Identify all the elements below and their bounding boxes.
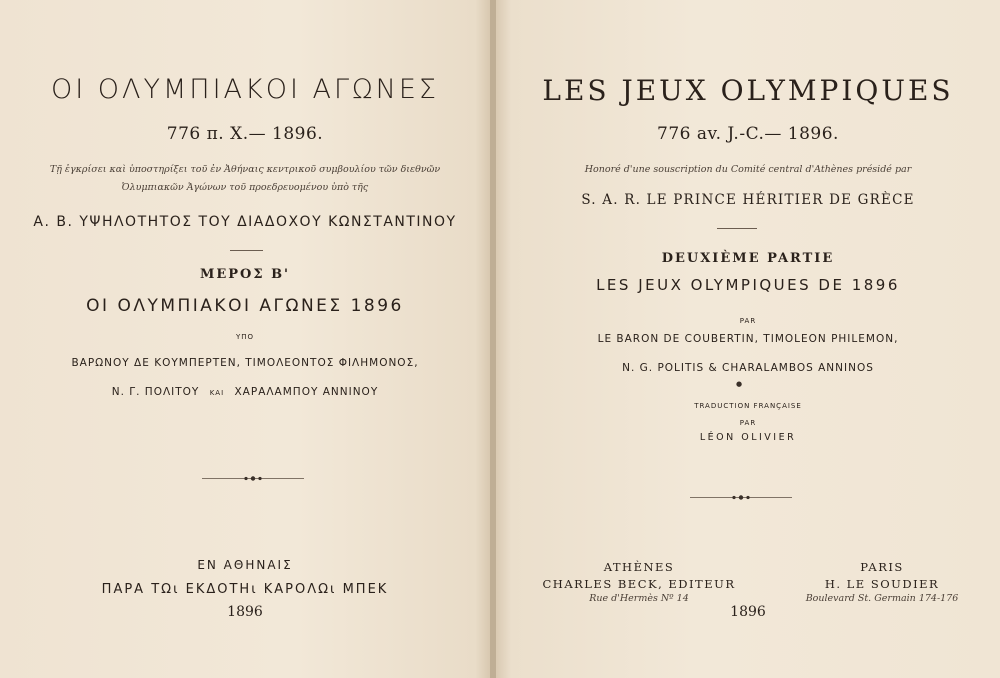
french-title: LES JEUX OLYMPIQUES [542, 74, 954, 107]
french-translator: LÉON OLIVIER [699, 432, 797, 443]
french-by: PAR [739, 317, 757, 325]
french-authors-line1: LE BARON DE COUBERTIN, TIMOLEON PHILEMON, [597, 333, 899, 345]
right-page [496, 0, 1000, 678]
greek-imprint-city: ΕΝ ΑΘΗΝΑΙΣ [197, 558, 293, 572]
divider-rule [717, 228, 757, 229]
dot-ornament: ● [736, 380, 743, 388]
greek-imprint-publisher: ΠΑΡΑ ΤΩι ΕΚΔΟΤΗι ΚΑΡΟΛΩι ΜΠΕΚ [101, 582, 389, 597]
greek-title: ΟΙ ΟΛΥΜΠΙΑΚΟΙ ΑΓΩΝΕΣ [50, 74, 439, 105]
french-year: 1896 [730, 604, 766, 620]
athens-city: ATHÈNES [603, 560, 675, 574]
greek-dates: 776 π. Χ.— 1896. [166, 124, 324, 144]
greek-authors-line2 [0, 386, 490, 398]
french-translation-by: PAR [739, 419, 757, 427]
greek-author-anninos: ΧΑΡΑΛΑΜΠΟΥ ΑΝΝΙΝΟΥ [234, 386, 379, 398]
ornament-divider [202, 475, 304, 482]
left-page [0, 0, 490, 678]
divider-rule [230, 250, 263, 251]
athens-address: Rue d'Hermès Nº 14 [589, 593, 689, 604]
greek-patron: Α. Β. ΥΨΗΛΟΤΗΤΟΣ ΤΟΥ ΔΙΑΔΟΧΟΥ ΚΩΝΣΤΑΝΤΙΝΟΥ [33, 214, 457, 230]
paris-address: Boulevard St. Germain 174-176 [805, 593, 959, 604]
paris-publisher: H. LE SOUDIER [824, 577, 940, 591]
french-dedication: Honoré d'une souscription du Comité central d'Athènes présidé par [584, 164, 912, 175]
greek-author-politis: Ν. Γ. ΠΟΛΙΤΟΥ [111, 386, 200, 398]
ornament-divider [690, 494, 792, 501]
athens-publisher: CHARLES BECK, EDITEUR [542, 577, 736, 591]
french-subtitle: LES JEUX OLYMPIQUES DE 1896 [596, 276, 900, 294]
greek-by: ΥΠΟ [235, 333, 255, 341]
greek-dedication-line2: Ὀλυμπιακῶν Ἀγώνων τοῦ προεδρευομένου ὑπὸ τῆς [121, 182, 369, 193]
greek-part-label: ΜΕΡΟΣ Β' [199, 267, 291, 282]
french-patron: S. A. R. LE PRINCE HÉRITIER DE GRÈCE [581, 192, 915, 208]
greek-dedication-line1: Τῇ ἐγκρίσει καὶ ὑποστηρίξει τοῦ ἐν Ἀθήναις κεντρικοῦ συμβουλίου τῶν διεθνῶν [49, 164, 441, 175]
greek-year: 1896 [227, 604, 263, 620]
paris-city: PARIS [860, 560, 904, 574]
french-part-label: DEUXIÈME PARTIE [661, 251, 835, 266]
greek-authors-line1: ΒΑΡΩΝΟΥ ΔΕ ΚΟΥΜΠΕΡΤΕΝ, ΤΙΜΟΛΕΟΝΤΟΣ ΦΙΛΗΜΟΝΟΣ, [71, 357, 419, 369]
greek-subtitle: ΟΙ ΟΛΥΜΠΙΑΚΟΙ ΑΓΩΝΕΣ 1896 [86, 296, 404, 316]
greek-and: ΚΑΙ [209, 389, 225, 397]
french-translation-label: TRADUCTION FRANÇAISE [694, 402, 802, 410]
french-authors-line2: N. G. POLITIS & CHARALAMBOS ANNINOS [622, 362, 874, 374]
french-dates: 776 av. J.-C.— 1896. [657, 124, 839, 144]
